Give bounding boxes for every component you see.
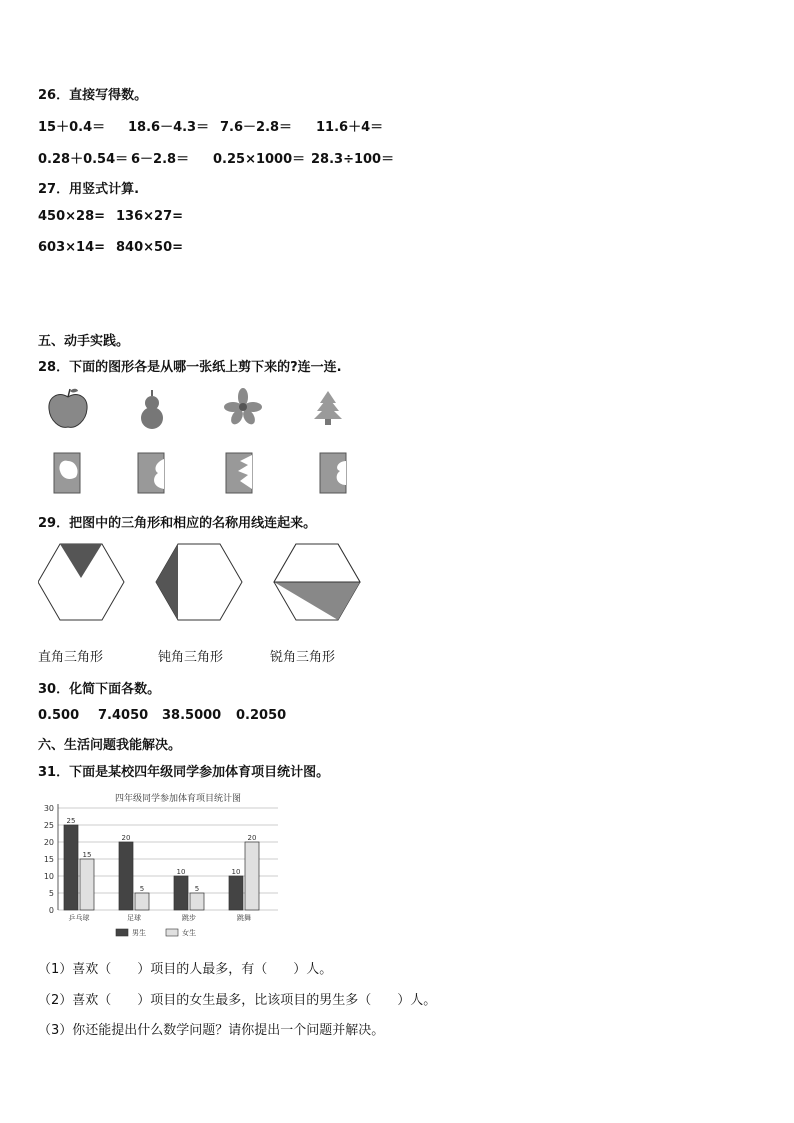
bar	[245, 842, 259, 910]
q26-expr: 0.25×1000＝	[213, 152, 306, 167]
q29-title: 29．把图中的三角形和相应的名称用线连起来。	[38, 516, 317, 531]
q27-title: 27．用竖式计算.	[38, 182, 140, 197]
x-category-label: 乒乓球	[68, 914, 90, 922]
gourd-shape-icon	[141, 390, 163, 429]
q27-expr: 136×27=	[116, 209, 184, 224]
q26-expr: 7.6－2.8＝	[220, 120, 293, 135]
bar	[135, 893, 149, 910]
q27-expr: 450×28=	[38, 209, 106, 224]
triangle-name-label: 钝角三角形	[158, 650, 224, 665]
x-category-label: 跳步	[182, 914, 196, 922]
y-tick-label: 20	[43, 838, 54, 847]
q31-title: 31．下面是某校四年级同学参加体育项目统计图。	[38, 765, 330, 780]
bar-value-label: 15	[82, 851, 92, 859]
bar	[119, 842, 133, 910]
bar-value-label: 5	[194, 885, 200, 893]
bar	[229, 876, 243, 910]
q31-sub1: （1）喜欢（ ）项目的人最多，有（ ）人。	[38, 962, 333, 977]
decimal-value: 38.5000	[162, 708, 222, 723]
apple-shape-icon	[49, 389, 87, 428]
bar	[190, 893, 204, 910]
q30-title: 30．化简下面各数。	[38, 682, 161, 697]
paper-a-icon	[54, 453, 80, 493]
section-heading: 五、动手实践。	[38, 334, 130, 349]
q26-expr: 6－2.8＝	[131, 152, 190, 167]
q29-hexagons	[38, 542, 368, 622]
bar	[80, 859, 94, 910]
y-tick-label: 0	[48, 906, 54, 915]
decimal-value: 0.500	[38, 708, 80, 723]
q26-expr: 0.28＋0.54＝	[38, 152, 129, 167]
hexagon-obtuse	[156, 544, 242, 620]
paper-b-icon	[138, 453, 164, 493]
bar	[64, 825, 78, 910]
legend-label: 女生	[182, 929, 196, 937]
q27-expr: 840×50=	[116, 240, 184, 255]
q26-expr: 15＋0.4＝	[38, 120, 106, 135]
bar	[174, 876, 188, 910]
flower-shape-icon	[224, 388, 262, 426]
legend-label: 男生	[132, 929, 146, 937]
y-tick-label: 15	[43, 855, 54, 864]
x-category-label: 跳舞	[237, 914, 251, 922]
chart-title: 四年级同学参加体育项目统计图	[114, 794, 242, 804]
y-tick-label: 10	[43, 872, 54, 881]
x-category-label: 足球	[127, 914, 141, 922]
q26-expr: 11.6＋4＝	[316, 120, 384, 135]
q31-sub3: （3）你还能提出什么数学问题？请你提出一个问题并解决。	[38, 1023, 385, 1038]
tree-shape-icon	[314, 391, 342, 425]
q28-title: 28．下面的图形各是从哪一张纸上剪下来的?连一连.	[38, 360, 342, 375]
y-tick-label: 30	[43, 804, 54, 813]
q31-sub2: （2）喜欢（ ）项目的女生最多，比该项目的男生多（ ）人。	[38, 993, 437, 1008]
decimal-value: 0.2050	[236, 708, 287, 723]
q26-title: 26．直接写得数。	[38, 88, 148, 103]
paper-d-icon	[320, 453, 346, 493]
bar-value-label: 10	[231, 868, 241, 876]
triangle-name-label: 锐角三角形	[270, 650, 336, 665]
y-tick-label: 25	[43, 821, 54, 830]
section-heading: 六、生活问题我能解决。	[38, 738, 182, 753]
y-tick-label: 5	[48, 889, 54, 898]
legend-swatch	[166, 929, 178, 936]
bar-value-label: 25	[66, 817, 76, 825]
q28-figures	[40, 385, 370, 500]
hexagon-right-angle	[38, 544, 124, 620]
sports-bar-chart	[38, 792, 288, 942]
q27-expr: 603×14=	[38, 240, 106, 255]
decimal-value: 7.4050	[98, 708, 149, 723]
bar-value-label: 10	[176, 868, 186, 876]
paper-c-icon	[226, 453, 252, 493]
triangle-name-label: 直角三角形	[38, 650, 104, 665]
bar-value-label: 20	[121, 834, 131, 842]
hexagon-acute	[274, 544, 360, 620]
q26-expr: 18.6－4.3＝	[128, 120, 210, 135]
bar-value-label: 5	[139, 885, 145, 893]
legend-swatch	[116, 929, 128, 936]
bar-value-label: 20	[247, 834, 257, 842]
q26-expr: 28.3÷100＝	[311, 152, 395, 167]
